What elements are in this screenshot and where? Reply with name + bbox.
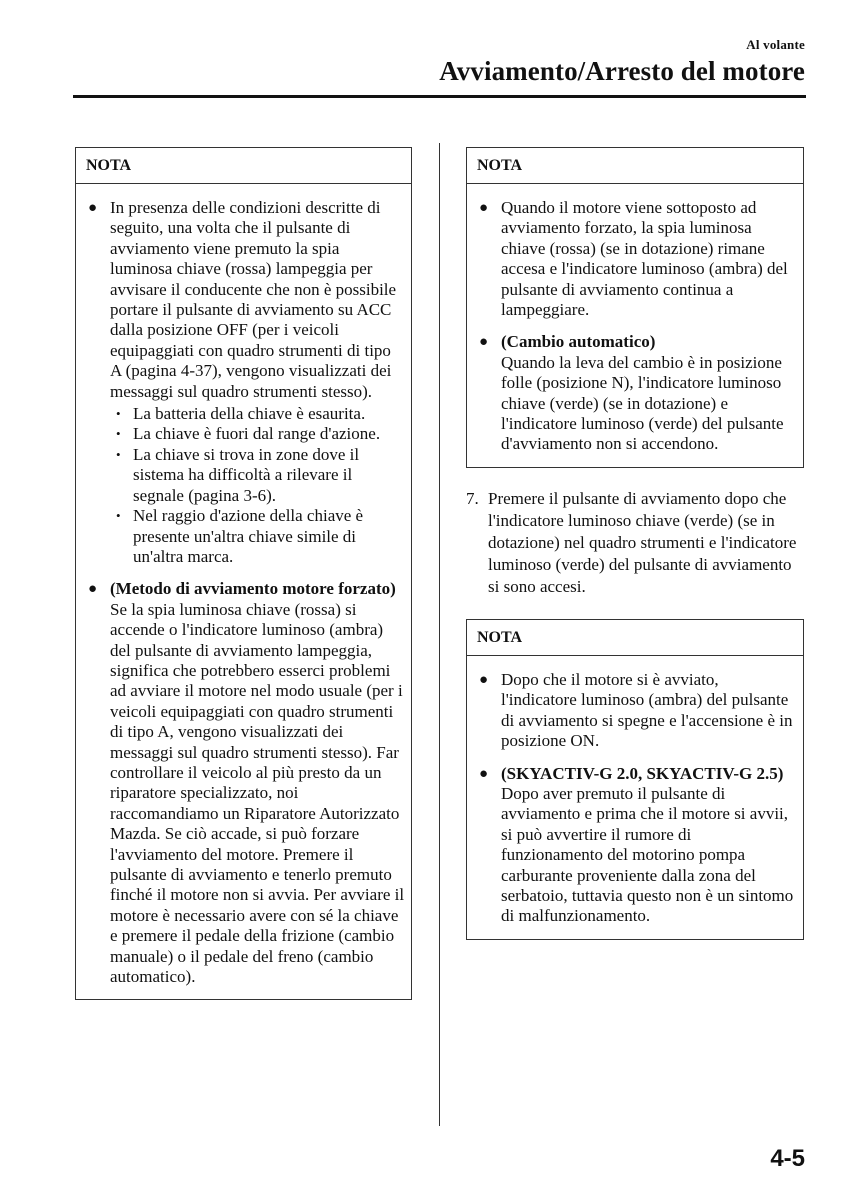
bullet-title: (Metodo di avviamento motore forzato) — [110, 579, 396, 599]
bullet-title: (SKYACTIV-G 2.0, SKYACTIV-G 2.5) — [501, 763, 784, 783]
bullet-text: Quando la leva del cambio è in posizione folle (posizione N), l'indicatore luminoso chiave (verde) (se in dotazione) e l'indicatore luminoso (verde) del pulsante d'avviamento non si accendono. — [501, 352, 784, 454]
nota-heading: NOTA — [467, 148, 803, 184]
right-column — [466, 147, 804, 940]
bullet-text: Dopo che il motore si è avviato, l'indicatore luminoso (ambra) del pulsante di avviamento si spegne e l'accensione è in posizione ON. — [501, 669, 793, 751]
page-number: 4-5 — [770, 1145, 805, 1172]
nota-bullet — [84, 579, 405, 987]
sub-bullet-icon: • — [116, 406, 121, 422]
nota-body — [467, 184, 803, 467]
sub-list-item: • La batteria della chiave è esaurita. — [116, 404, 366, 424]
bullet-text: Se la spia luminosa chiave (rossa) si accende o l'indicatore luminoso (ambra) del pulsante di avviamento lampeggia, significa che potrebbero esserci problemi ad avviare il motore nel modo usuale (per i veicoli equipaggiati con quadro strumenti di tipo A, vengono visualizzati dei messaggi sul quadro strumenti stesso). Far controllare il veicolo al più presto da un riparatore specializzato, noi raccomandiamo un Riparatore Autorizzato Mazda. Se ciò accade, si può forzare l'avviamento del motore. Premere il pulsante di avviamento e tenerlo premuto finché il motore non si avvia. Per avviare il motore è necessario avere con sé la chiave e premere il pedale della frizione (cambio manuale) o il pedale del freno (cambio automatico). — [110, 599, 405, 987]
procedure-step — [466, 488, 804, 598]
bullet-icon: ● — [479, 765, 489, 782]
sub-bullet-icon: • — [116, 426, 121, 442]
nota-bullet — [475, 198, 797, 320]
bullet-text: Dopo aver premuto il pulsante di avviamento e prima che il motore si avvii, si può avvertire il rumore di funzionamento del motorino pompa carburante proveniente dalla zona del serbatoio, tuttavia questo non è un sintomo di malfunzionamento. — [501, 783, 794, 926]
sub-list-item: • La chiave si trova in zone dove il sistema ha difficoltà a rilevare il segnale (pagina 3-6). — [116, 444, 360, 505]
sub-bullet-icon: • — [116, 508, 121, 524]
sub-bullet-icon: • — [116, 446, 121, 462]
bullet-icon: ● — [479, 334, 489, 351]
bullet-icon: ● — [479, 200, 489, 216]
sub-list-item: • Nel raggio d'azione della chiave è presente un'altra chiave simile di un'altra marca. — [116, 506, 364, 566]
nota-heading: NOTA — [76, 148, 411, 184]
nota-body — [76, 184, 411, 999]
column-divider — [439, 143, 440, 1126]
nota-box — [466, 619, 804, 940]
bullet-icon: ● — [88, 581, 98, 598]
nota-box — [75, 147, 412, 1000]
title-rule — [73, 95, 806, 98]
bullet-text: Quando il motore viene sottoposto ad avviamento forzato, la spia luminosa chiave (rossa) (se in dotazione) rimane accesa e l'indicatore luminoso (ambra) del pulsante di avviamento continua a lampeggiare. — [501, 198, 788, 320]
step-number: 7. — [466, 488, 479, 508]
nota-bullet — [84, 198, 405, 567]
nota-bullet — [475, 332, 797, 454]
step-text: Premere il pulsante di avviamento dopo che l'indicatore luminoso chiave (verde) (se in dotazione) nel quadro strumenti e l'indicatore luminoso (verde) del pulsante di avviamento si sono accesi. — [488, 488, 797, 596]
bullet-title: (Cambio automatico) — [501, 332, 656, 352]
section-label: Al volante — [746, 37, 805, 52]
bullet-icon: ● — [479, 671, 489, 688]
bullet-icon: ● — [88, 200, 98, 216]
nota-body — [467, 656, 803, 939]
page-title: Avviamento/Arresto del motore — [439, 56, 805, 86]
nota-heading: NOTA — [467, 620, 803, 656]
bullet-text: In presenza delle condizioni descritte di seguito, una volta che il pulsante di avviamento viene premuto la spia luminosa chiave (rossa) lampeggia per avvisare il conducente che non è possibile portare il pulsante di avviamento su ACC dalla posizione OFF (per i veicoli equipaggiati con quadro strumenti di tipo A (pagina 4-37), vengono visualizzati dei messaggi sul quadro strumenti stesso). — [110, 198, 397, 401]
sub-list — [110, 404, 405, 567]
left-column — [75, 147, 412, 1000]
nota-box — [466, 147, 804, 468]
nota-bullet — [475, 764, 797, 927]
nota-bullet — [475, 670, 797, 752]
sub-list-item: • La chiave è fuori dal range d'azione. — [116, 424, 381, 444]
